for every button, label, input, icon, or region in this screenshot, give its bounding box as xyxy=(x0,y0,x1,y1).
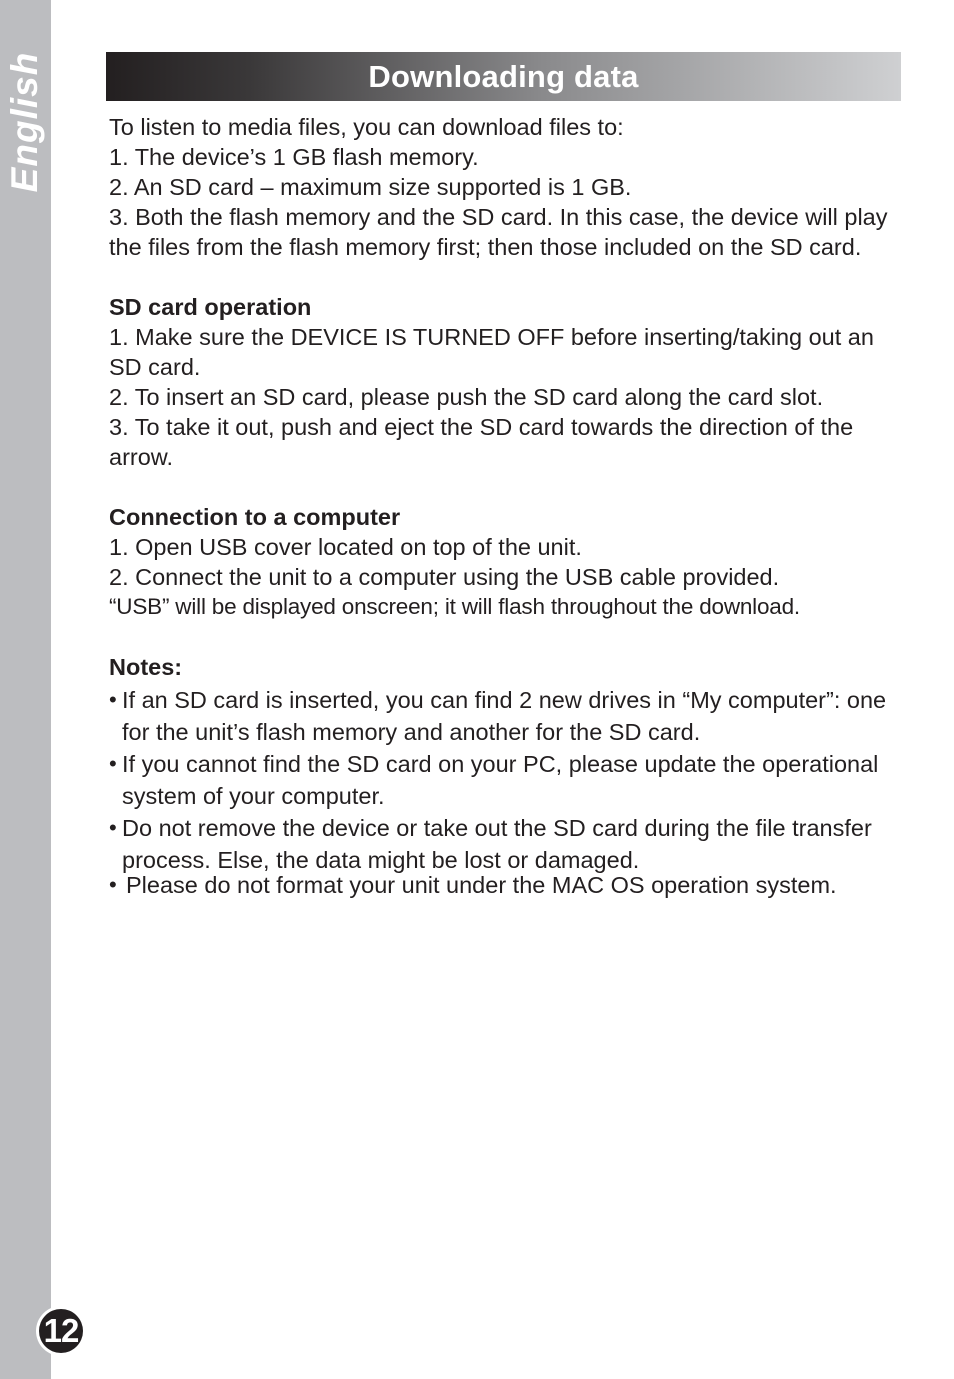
note-text: If an SD card is inserted, you can find 2 new drives in “My computer”: one for the unit’s flash memory and another for the SD card. xyxy=(122,687,887,745)
connection-section xyxy=(109,502,909,622)
page-number-badge xyxy=(36,1306,86,1356)
sd-card-section xyxy=(109,292,909,472)
connection-item-2: 2. Connect the unit to a computer using the USB cable provided. xyxy=(109,564,780,590)
bullet-icon: • xyxy=(109,815,117,840)
notes-heading: Notes: xyxy=(109,654,183,680)
note-text: If you cannot find the SD card on your PC, please update the operational system of your computer. xyxy=(122,751,879,809)
bullet-icon: • xyxy=(109,872,117,897)
side-strip xyxy=(0,0,51,1379)
note-item xyxy=(109,748,909,812)
title-bar xyxy=(106,52,901,101)
intro-item-3: 3. Both the flash memory and the SD card. In this case, the device will play the files from the flash memory first; then those included on the SD card. xyxy=(109,204,888,260)
usb-display-note: “USB” will be displayed onscreen; it will flash throughout the download. xyxy=(109,594,800,619)
note-text: Please do not format your unit under the MAC OS operation system. xyxy=(126,872,837,898)
connection-heading: Connection to a computer xyxy=(109,504,401,530)
sd-card-item-3: 3. To take it out, push and eject the SD card towards the direction of the arrow. xyxy=(109,414,854,470)
intro-item-1: 1. The device’s 1 GB flash memory. xyxy=(109,144,479,170)
note-text: Do not remove the device or take out the SD card during the file transfer process. Else, the data might be lost or damaged. xyxy=(122,815,872,873)
notes-list xyxy=(109,684,909,898)
page-title: Downloading data xyxy=(368,58,639,94)
sd-card-heading: SD card operation xyxy=(109,294,312,320)
page-content xyxy=(109,112,909,898)
page-number: 12 xyxy=(39,1309,83,1353)
connection-item-1: 1. Open USB cover located on top of the unit. xyxy=(109,534,582,560)
sd-card-item-2: 2. To insert an SD card, please push the SD card along the card slot. xyxy=(109,384,824,410)
note-item xyxy=(109,872,909,898)
bullet-icon: • xyxy=(109,751,117,776)
bullet-icon: • xyxy=(109,687,117,712)
sd-card-item-1: 1. Make sure the DEVICE IS TURNED OFF before inserting/taking out an SD card. xyxy=(109,324,874,380)
note-item xyxy=(109,812,909,876)
notes-section xyxy=(109,652,909,898)
intro-section xyxy=(109,112,909,262)
intro-item-2: 2. An SD card – maximum size supported is 1 GB. xyxy=(109,174,632,200)
note-item xyxy=(109,684,909,748)
language-label: English xyxy=(4,51,45,193)
intro-lead: To listen to media files, you can download files to: xyxy=(109,114,624,140)
